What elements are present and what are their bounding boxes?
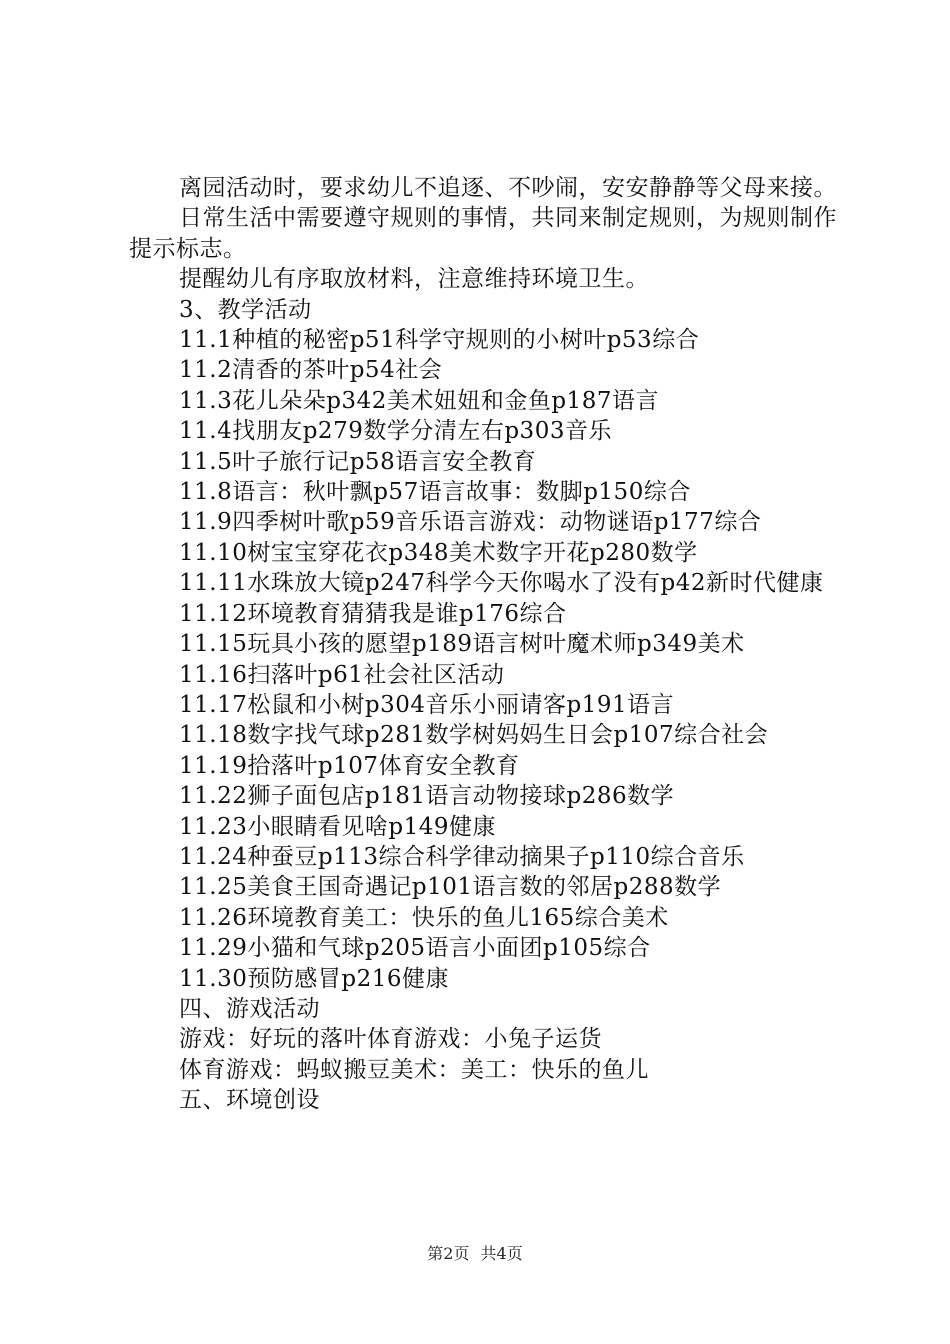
paragraph: 3、教学活动: [179, 296, 312, 323]
paragraph: 11.29小猫和气球p205语言小面团p105综合: [179, 935, 651, 962]
page-number: 第2页: [427, 1244, 470, 1263]
paragraph: 11.25美食王国奇遇记p101语言数的邻居p288数学: [179, 874, 722, 901]
paragraph: 11.4找朋友p279数学分清左右p303音乐: [179, 418, 612, 445]
paragraph: 四、游戏活动: [179, 995, 320, 1022]
paragraph: 日常生活中需要遵守规则的事情，共同来制定规则，为规则制作提示标志。: [129, 205, 837, 262]
paragraph: 11.3花儿朵朵p342美术妞妞和金鱼p187语言: [179, 387, 659, 414]
paragraph: 11.15玩具小孩的愿望p189语言树叶魔术师p349美术: [179, 631, 745, 658]
paragraph: 11.17松鼠和小树p304音乐小丽请客p191语言: [179, 691, 675, 718]
paragraph: 11.12环境教育猜猜我是谁p176综合: [179, 600, 567, 627]
paragraph: 11.9四季树叶歌p59音乐语言游戏：动物谜语p177综合: [179, 509, 762, 536]
paragraph: 11.8语言：秋叶飘p57语言故事：数脚p150综合: [179, 479, 691, 506]
paragraph: 五、环境创设: [179, 1087, 320, 1114]
paragraph: 11.1种植的秘密p51科学守规则的小树叶p53综合: [179, 327, 700, 354]
paragraph: 11.11水珠放大镜p247科学今天你喝水了没有p42新时代健康: [179, 570, 824, 597]
paragraph: 提醒幼儿有序取放材料，注意维持环境卫生。: [179, 266, 649, 293]
paragraph: 11.5叶子旅行记p58语言安全教育: [179, 448, 537, 475]
paragraph: 11.2清香的茶叶p54社会: [179, 357, 443, 384]
paragraph: 体育游戏：蚂蚁搬豆美术：美工：快乐的鱼儿: [179, 1056, 649, 1083]
paragraph: 11.19拾落叶p107体育安全教育: [179, 752, 520, 779]
paragraph: 11.24种蚕豆p113综合科学律动摘果子p110综合音乐: [179, 843, 745, 870]
page-total: 共4页: [480, 1244, 523, 1263]
paragraph: 11.22狮子面包店p181语言动物接球p286数学: [179, 783, 675, 810]
paragraph: 11.10树宝宝穿花衣p348美术数字开花p280数学: [179, 539, 698, 566]
paragraph: 游戏：好玩的落叶体育游戏：小兔子运货: [179, 1026, 602, 1053]
paragraph: 11.18数字找气球p281数学树妈妈生日会p107综合社会: [179, 722, 769, 749]
paragraph: 11.23小眼睛看见啥p149健康: [179, 813, 496, 840]
page-footer: [0, 1244, 950, 1264]
paragraph: 11.26环境教育美工：快乐的鱼儿165综合美术: [179, 904, 669, 931]
paragraph: 11.30预防感冒p216健康: [179, 965, 449, 992]
paragraph: 11.16扫落叶p61社会社区活动: [179, 661, 505, 688]
body-text: [129, 173, 839, 1116]
paragraph: 离园活动时，要求幼儿不追逐、不吵闹，安安静静等父母来接。: [179, 175, 837, 201]
